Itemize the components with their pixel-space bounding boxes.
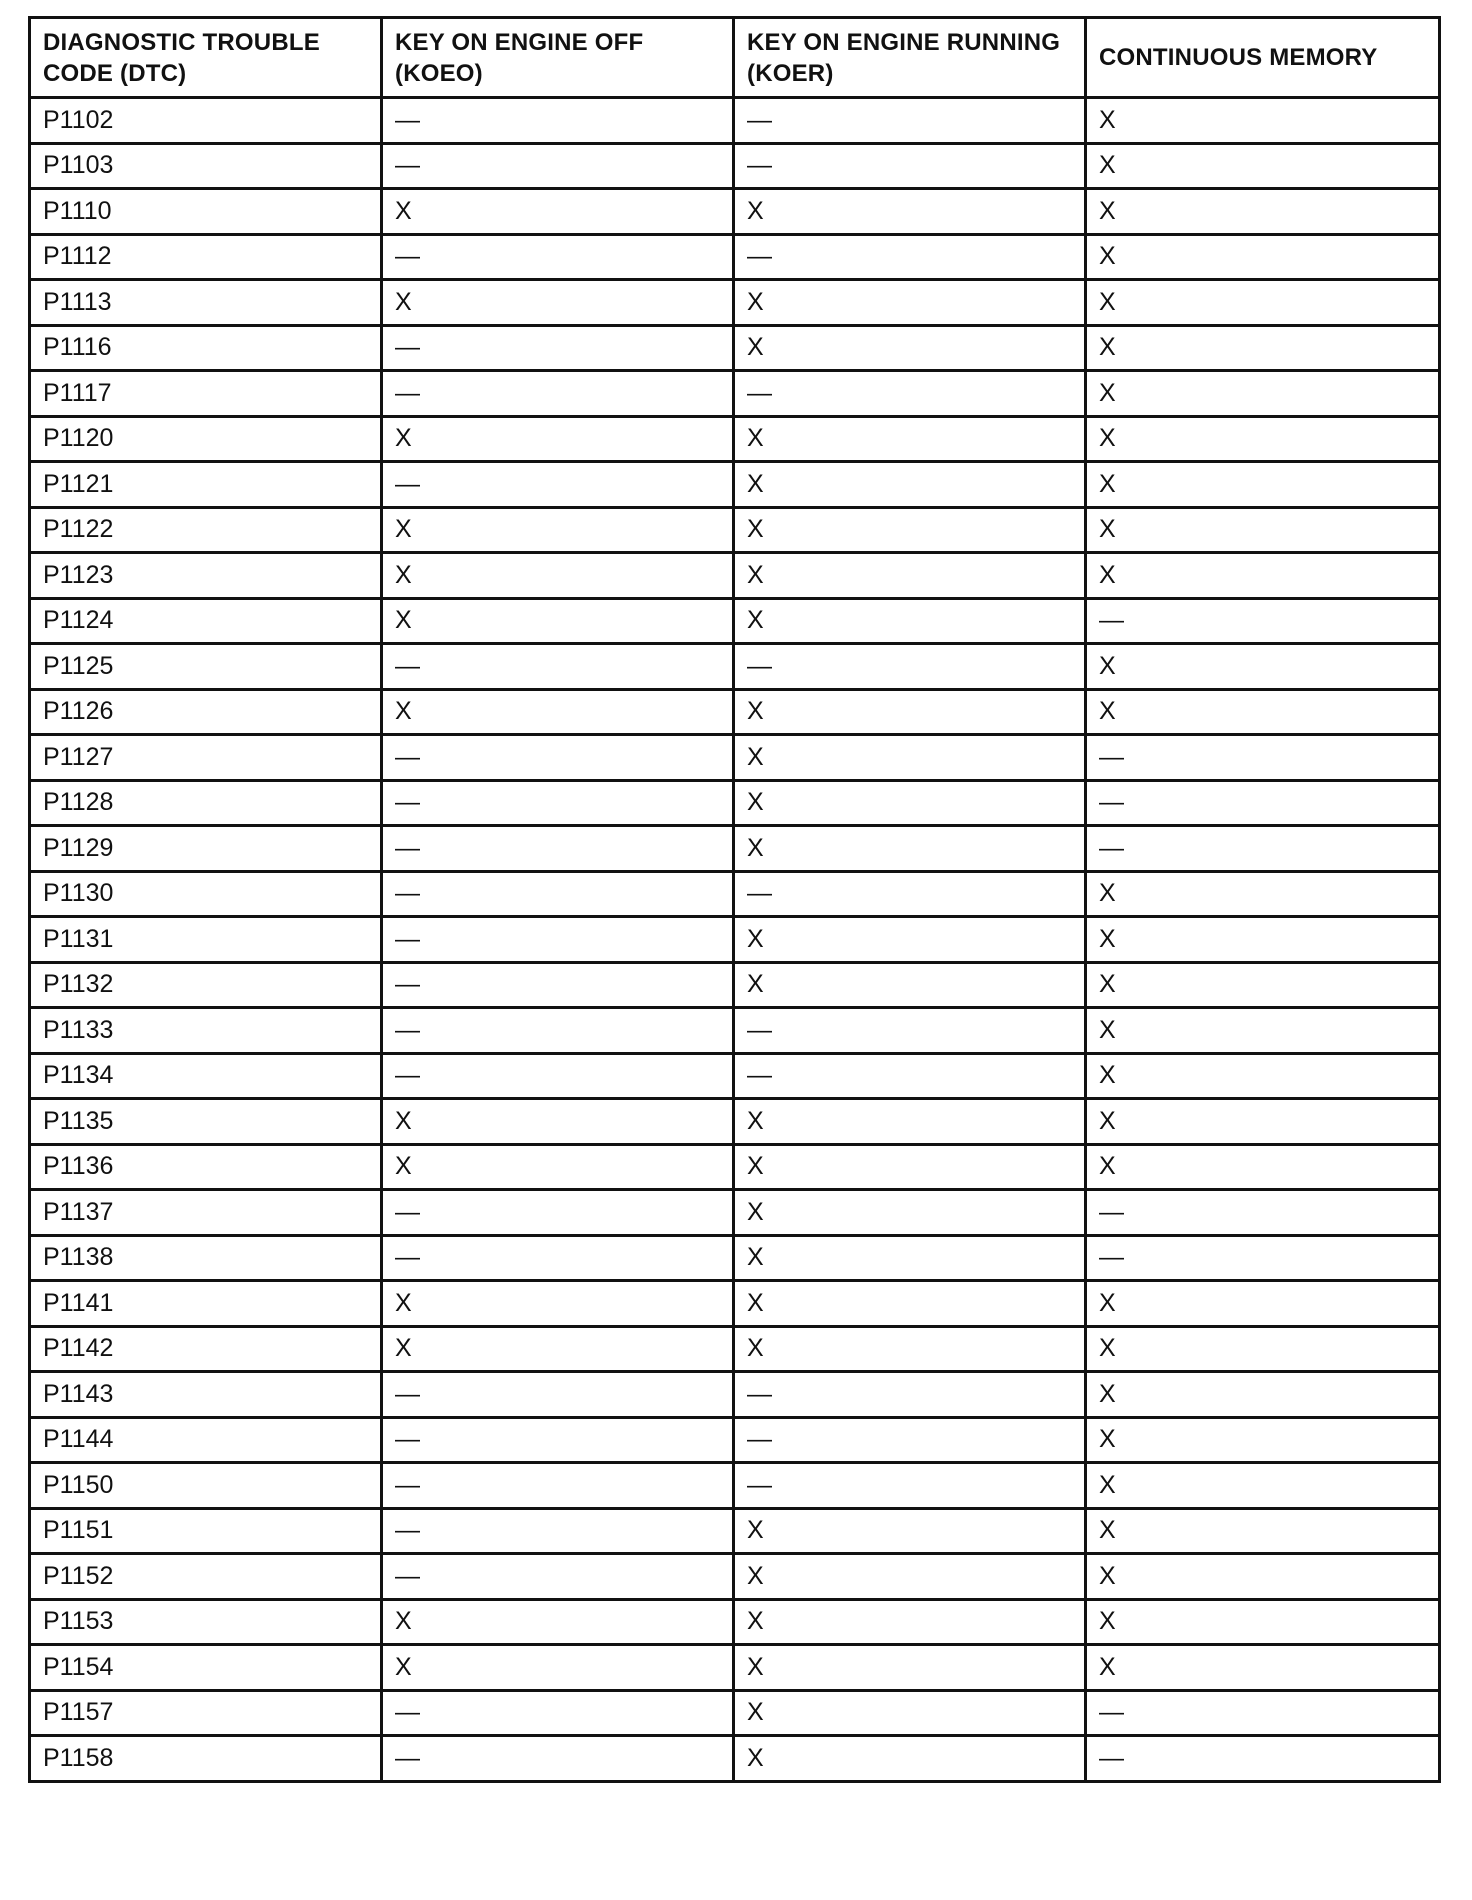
continuous-memory-cell: —: [1086, 1736, 1440, 1782]
continuous-memory-cell: X: [1086, 553, 1440, 599]
continuous-memory-cell: X: [1086, 1417, 1440, 1463]
koer-cell: X: [734, 826, 1086, 872]
table-row: [30, 98, 1440, 144]
koeo-cell: —: [382, 234, 734, 280]
table-row: [30, 1690, 1440, 1736]
koeo-cell: X: [382, 280, 734, 326]
table-row: [30, 826, 1440, 872]
dtc-code-cell: P1128: [30, 780, 382, 826]
table-row: [30, 189, 1440, 235]
dtc-code-cell: P1132: [30, 962, 382, 1008]
header-row: [30, 18, 1440, 98]
koeo-cell: X: [382, 553, 734, 599]
koer-cell: X: [734, 1554, 1086, 1600]
dtc-table: [28, 16, 1441, 1783]
koeo-cell: —: [382, 1508, 734, 1554]
continuous-memory-cell: X: [1086, 1008, 1440, 1054]
continuous-memory-cell: X: [1086, 962, 1440, 1008]
koeo-cell: —: [382, 962, 734, 1008]
koeo-cell: —: [382, 917, 734, 963]
continuous-memory-cell: —: [1086, 826, 1440, 872]
continuous-memory-cell: X: [1086, 1645, 1440, 1691]
koer-cell: X: [734, 553, 1086, 599]
koeo-cell: —: [382, 735, 734, 781]
koer-cell: —: [734, 371, 1086, 417]
koer-cell: X: [734, 1099, 1086, 1145]
continuous-memory-cell: X: [1086, 1326, 1440, 1372]
table-row: [30, 234, 1440, 280]
koer-cell: X: [734, 189, 1086, 235]
koeo-cell: X: [382, 1281, 734, 1327]
koer-cell: —: [734, 1008, 1086, 1054]
koeo-cell: —: [382, 325, 734, 371]
koeo-cell: X: [382, 1144, 734, 1190]
table-row: [30, 644, 1440, 690]
continuous-memory-cell: X: [1086, 1599, 1440, 1645]
table-row: [30, 598, 1440, 644]
koeo-cell: X: [382, 1099, 734, 1145]
header-koeo: KEY ON ENGINE OFF (KOEO): [382, 18, 734, 98]
continuous-memory-cell: X: [1086, 1053, 1440, 1099]
table-row: [30, 1372, 1440, 1418]
koeo-cell: —: [382, 1235, 734, 1281]
dtc-code-cell: P1123: [30, 553, 382, 599]
koer-cell: X: [734, 325, 1086, 371]
koer-cell: X: [734, 462, 1086, 508]
table-row: [30, 1599, 1440, 1645]
koer-cell: —: [734, 1463, 1086, 1509]
dtc-code-cell: P1102: [30, 98, 382, 144]
continuous-memory-cell: X: [1086, 1508, 1440, 1554]
koer-cell: X: [734, 780, 1086, 826]
dtc-code-cell: P1113: [30, 280, 382, 326]
koer-cell: X: [734, 689, 1086, 735]
dtc-code-cell: P1138: [30, 1235, 382, 1281]
table-row: [30, 143, 1440, 189]
continuous-memory-cell: X: [1086, 1372, 1440, 1418]
table-row: [30, 689, 1440, 735]
koeo-cell: —: [382, 371, 734, 417]
table-row: [30, 1144, 1440, 1190]
table-row: [30, 962, 1440, 1008]
table-row: [30, 1508, 1440, 1554]
koer-cell: X: [734, 917, 1086, 963]
koeo-cell: X: [382, 1645, 734, 1691]
continuous-memory-cell: —: [1086, 1190, 1440, 1236]
table-row: [30, 1417, 1440, 1463]
koer-cell: X: [734, 507, 1086, 553]
dtc-code-cell: P1144: [30, 1417, 382, 1463]
dtc-code-cell: P1154: [30, 1645, 382, 1691]
koeo-cell: —: [382, 1008, 734, 1054]
koeo-cell: —: [382, 871, 734, 917]
table-row: [30, 462, 1440, 508]
table-body: [30, 98, 1440, 1782]
koer-cell: X: [734, 1190, 1086, 1236]
koeo-cell: —: [382, 1372, 734, 1418]
header-continuous-memory: CONTINUOUS MEMORY: [1086, 18, 1440, 98]
table-row: [30, 1554, 1440, 1600]
koeo-cell: —: [382, 1053, 734, 1099]
dtc-code-cell: P1150: [30, 1463, 382, 1509]
dtc-code-cell: P1117: [30, 371, 382, 417]
koeo-cell: —: [382, 1554, 734, 1600]
dtc-code-cell: P1151: [30, 1508, 382, 1554]
dtc-code-cell: P1152: [30, 1554, 382, 1600]
table-row: [30, 780, 1440, 826]
table-row: [30, 1326, 1440, 1372]
koeo-cell: X: [382, 689, 734, 735]
koer-cell: —: [734, 234, 1086, 280]
table-row: [30, 1099, 1440, 1145]
koeo-cell: X: [382, 189, 734, 235]
koer-cell: X: [734, 1281, 1086, 1327]
koeo-cell: —: [382, 1463, 734, 1509]
header-dtc: DIAGNOSTIC TROUBLE CODE (DTC): [30, 18, 382, 98]
continuous-memory-cell: X: [1086, 507, 1440, 553]
table-header: [30, 18, 1440, 98]
table-row: [30, 507, 1440, 553]
continuous-memory-cell: X: [1086, 189, 1440, 235]
koeo-cell: X: [382, 416, 734, 462]
koer-cell: X: [734, 1736, 1086, 1782]
table-row: [30, 917, 1440, 963]
koeo-cell: —: [382, 644, 734, 690]
koer-cell: —: [734, 98, 1086, 144]
dtc-code-cell: P1124: [30, 598, 382, 644]
dtc-code-cell: P1133: [30, 1008, 382, 1054]
dtc-code-cell: P1122: [30, 507, 382, 553]
continuous-memory-cell: X: [1086, 280, 1440, 326]
koeo-cell: —: [382, 1417, 734, 1463]
dtc-code-cell: P1141: [30, 1281, 382, 1327]
table-row: [30, 1736, 1440, 1782]
dtc-code-cell: P1135: [30, 1099, 382, 1145]
continuous-memory-cell: X: [1086, 325, 1440, 371]
table-row: [30, 325, 1440, 371]
continuous-memory-cell: X: [1086, 644, 1440, 690]
koer-cell: —: [734, 871, 1086, 917]
koer-cell: —: [734, 1417, 1086, 1463]
dtc-code-cell: P1125: [30, 644, 382, 690]
koeo-cell: —: [382, 462, 734, 508]
dtc-code-cell: P1127: [30, 735, 382, 781]
dtc-code-cell: P1157: [30, 1690, 382, 1736]
dtc-code-cell: P1131: [30, 917, 382, 963]
dtc-code-cell: P1143: [30, 1372, 382, 1418]
continuous-memory-cell: X: [1086, 1099, 1440, 1145]
dtc-code-cell: P1129: [30, 826, 382, 872]
dtc-code-cell: P1126: [30, 689, 382, 735]
continuous-memory-cell: —: [1086, 1690, 1440, 1736]
dtc-code-cell: P1137: [30, 1190, 382, 1236]
koer-cell: X: [734, 962, 1086, 1008]
koer-cell: X: [734, 1508, 1086, 1554]
koer-cell: X: [734, 1326, 1086, 1372]
table-row: [30, 371, 1440, 417]
continuous-memory-cell: X: [1086, 689, 1440, 735]
table-row: [30, 1645, 1440, 1691]
table-row: [30, 735, 1440, 781]
koeo-cell: —: [382, 1190, 734, 1236]
dtc-code-cell: P1112: [30, 234, 382, 280]
koer-cell: X: [734, 280, 1086, 326]
continuous-memory-cell: —: [1086, 780, 1440, 826]
koeo-cell: —: [382, 1690, 734, 1736]
dtc-code-cell: P1158: [30, 1736, 382, 1782]
koeo-cell: —: [382, 143, 734, 189]
table-row: [30, 1235, 1440, 1281]
dtc-code-cell: P1142: [30, 1326, 382, 1372]
koeo-cell: —: [382, 826, 734, 872]
table-row: [30, 1008, 1440, 1054]
koeo-cell: X: [382, 507, 734, 553]
koer-cell: —: [734, 644, 1086, 690]
header-koer: KEY ON ENGINE RUNNING (KOER): [734, 18, 1086, 98]
koer-cell: —: [734, 1053, 1086, 1099]
continuous-memory-cell: —: [1086, 735, 1440, 781]
koer-cell: X: [734, 1599, 1086, 1645]
continuous-memory-cell: —: [1086, 598, 1440, 644]
table-row: [30, 871, 1440, 917]
koer-cell: X: [734, 1235, 1086, 1281]
continuous-memory-cell: X: [1086, 871, 1440, 917]
koer-cell: X: [734, 1144, 1086, 1190]
dtc-code-cell: P1130: [30, 871, 382, 917]
continuous-memory-cell: X: [1086, 98, 1440, 144]
koeo-cell: X: [382, 1599, 734, 1645]
continuous-memory-cell: X: [1086, 917, 1440, 963]
continuous-memory-cell: X: [1086, 1554, 1440, 1600]
continuous-memory-cell: X: [1086, 143, 1440, 189]
koer-cell: X: [734, 598, 1086, 644]
continuous-memory-cell: X: [1086, 416, 1440, 462]
table-row: [30, 280, 1440, 326]
table-row: [30, 553, 1440, 599]
dtc-code-cell: P1134: [30, 1053, 382, 1099]
table-row: [30, 1281, 1440, 1327]
dtc-code-cell: P1103: [30, 143, 382, 189]
koer-cell: —: [734, 143, 1086, 189]
dtc-code-cell: P1136: [30, 1144, 382, 1190]
continuous-memory-cell: X: [1086, 234, 1440, 280]
continuous-memory-cell: X: [1086, 371, 1440, 417]
continuous-memory-cell: X: [1086, 462, 1440, 508]
table-row: [30, 1190, 1440, 1236]
koeo-cell: X: [382, 598, 734, 644]
table-row: [30, 416, 1440, 462]
dtc-code-cell: P1116: [30, 325, 382, 371]
continuous-memory-cell: —: [1086, 1235, 1440, 1281]
koer-cell: X: [734, 735, 1086, 781]
koer-cell: X: [734, 1690, 1086, 1736]
koer-cell: X: [734, 416, 1086, 462]
koer-cell: —: [734, 1372, 1086, 1418]
koeo-cell: —: [382, 98, 734, 144]
table-row: [30, 1463, 1440, 1509]
continuous-memory-cell: X: [1086, 1463, 1440, 1509]
koeo-cell: —: [382, 1736, 734, 1782]
continuous-memory-cell: X: [1086, 1144, 1440, 1190]
dtc-code-cell: P1120: [30, 416, 382, 462]
dtc-code-cell: P1110: [30, 189, 382, 235]
koeo-cell: X: [382, 1326, 734, 1372]
dtc-code-cell: P1121: [30, 462, 382, 508]
continuous-memory-cell: X: [1086, 1281, 1440, 1327]
koer-cell: X: [734, 1645, 1086, 1691]
table-row: [30, 1053, 1440, 1099]
koeo-cell: —: [382, 780, 734, 826]
dtc-code-cell: P1153: [30, 1599, 382, 1645]
